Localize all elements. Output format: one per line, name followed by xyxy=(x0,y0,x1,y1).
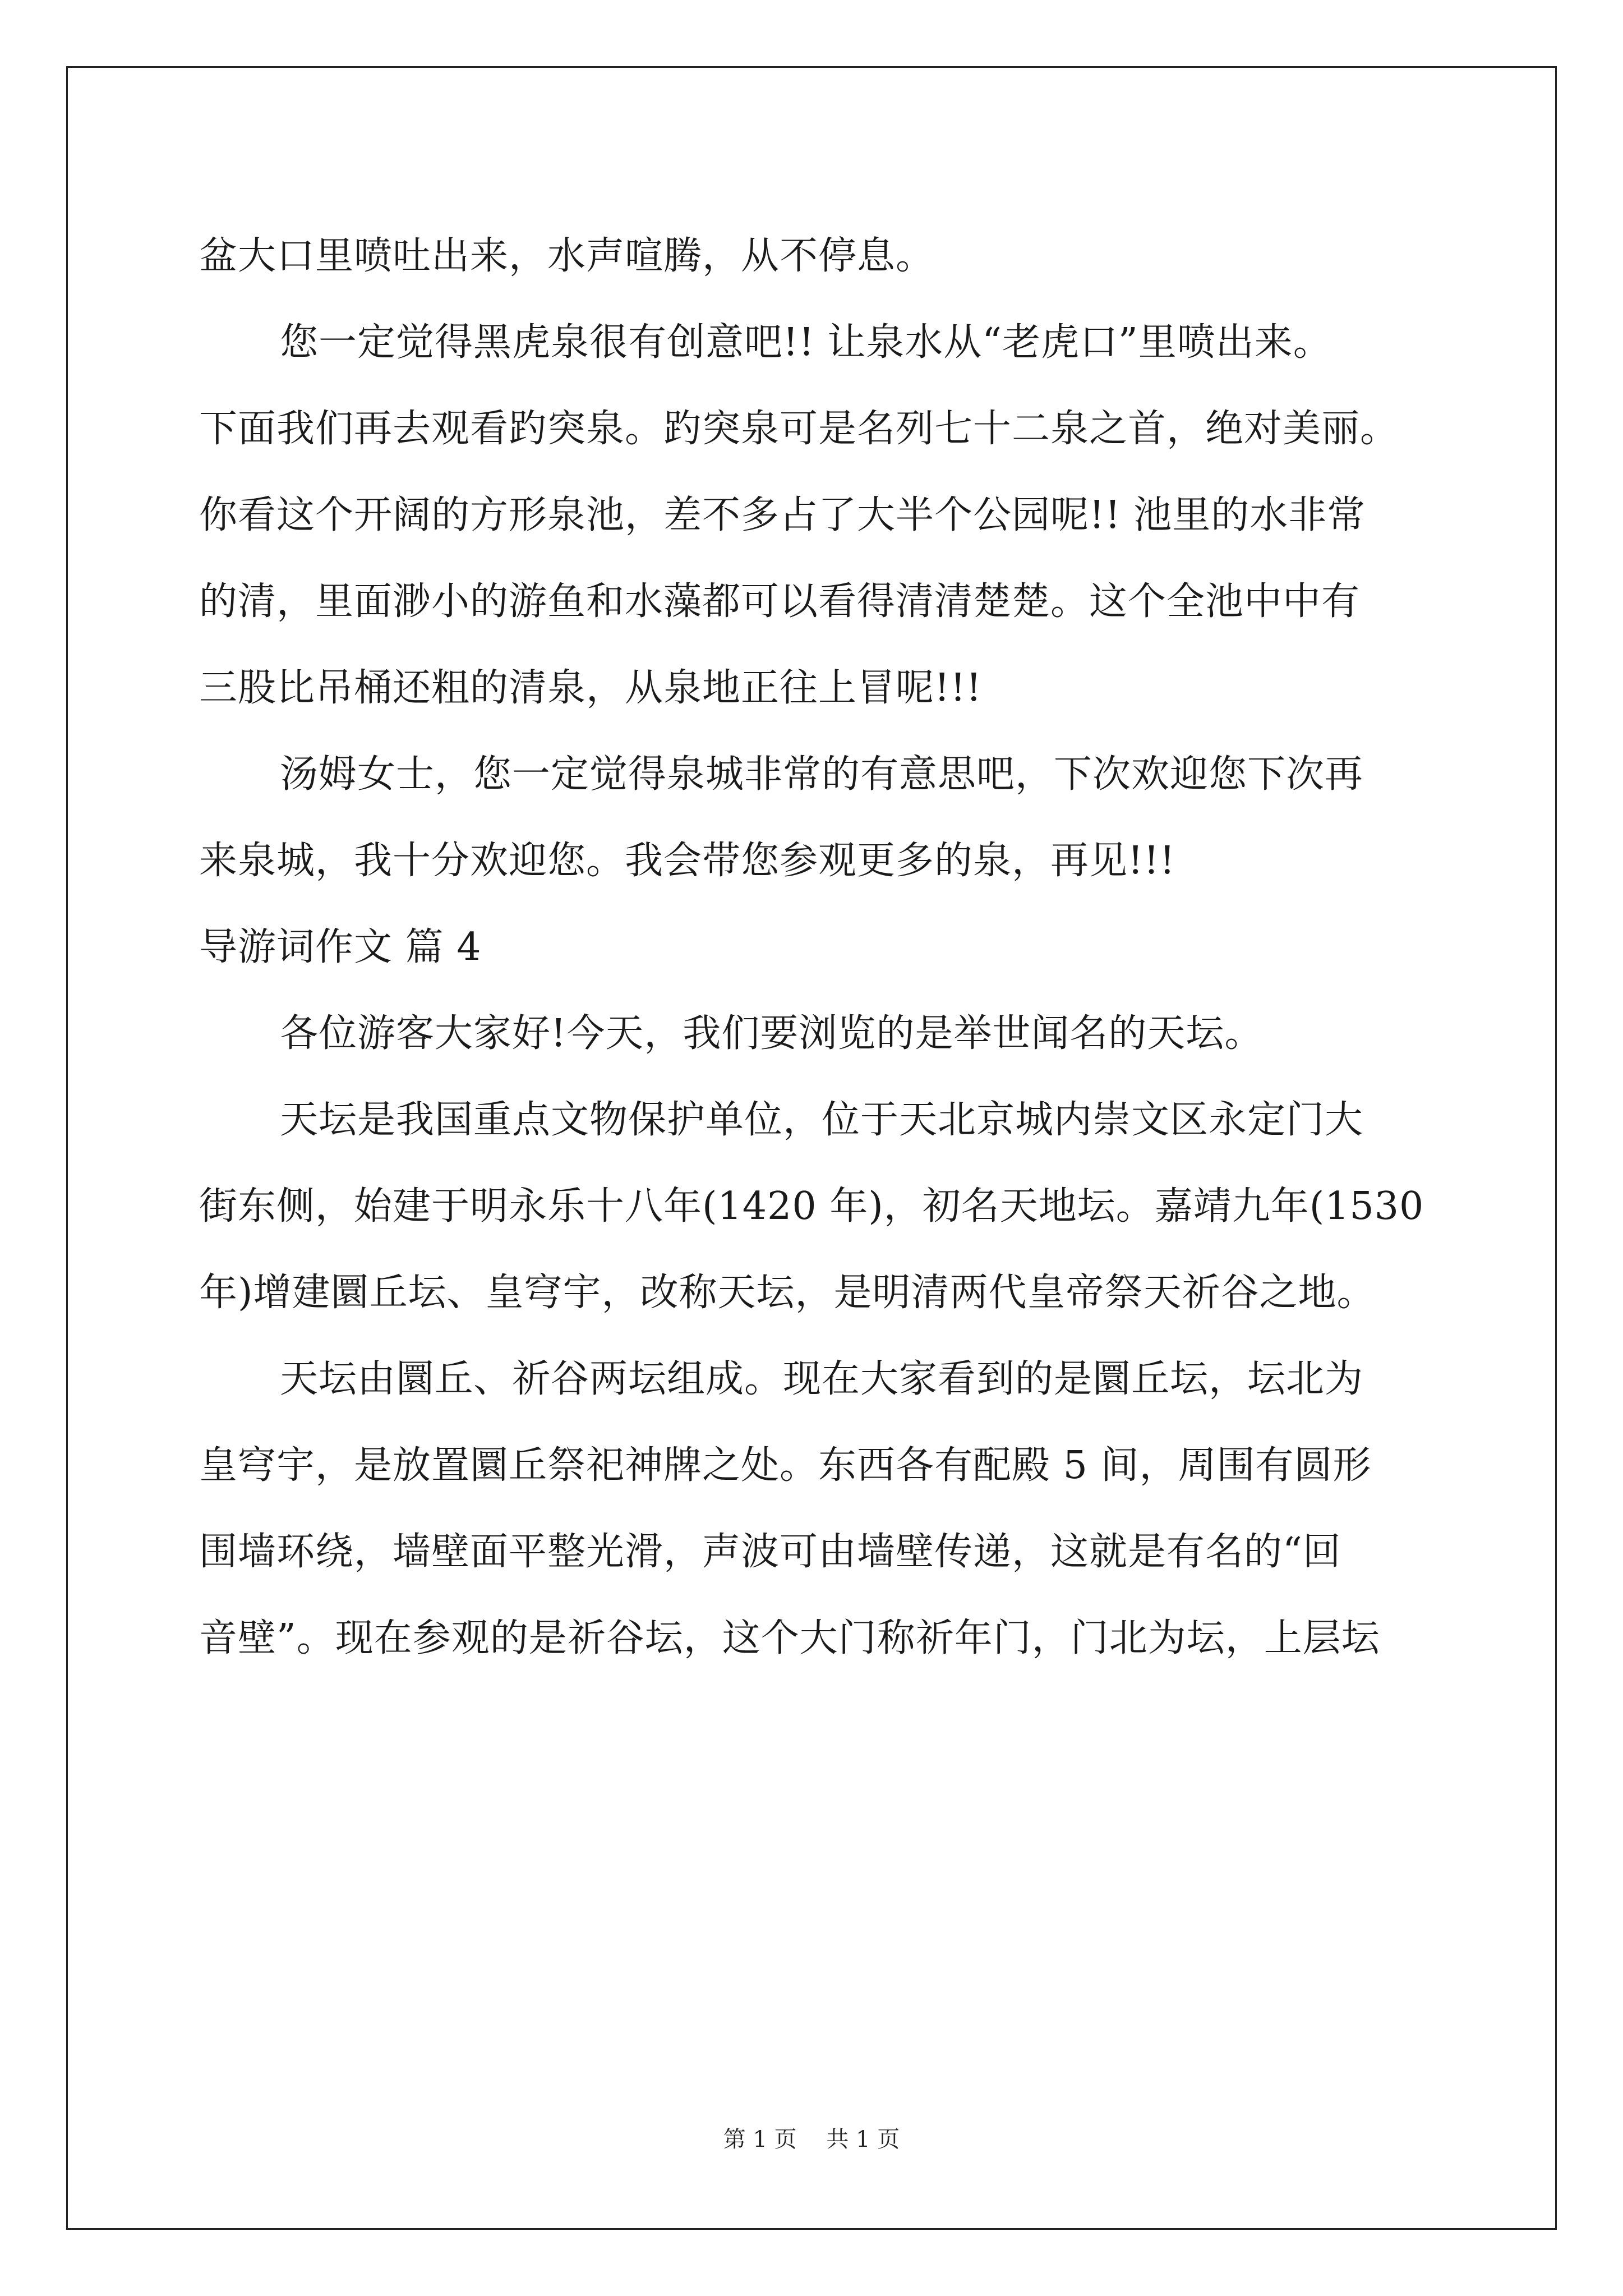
page-footer xyxy=(0,2122,1623,2154)
document-body xyxy=(199,213,1444,1682)
text-line: 街东侧，始建于明永乐十八年(1420 年)，初名天地坛。嘉靖九年(1530 xyxy=(199,1184,1424,1228)
text-line: 年)增建圜丘坛、皇穹宇，改称天坛，是明清两代皇帝祭天祈谷之地。 xyxy=(199,1271,1376,1315)
text-line: 音壁”。现在参观的是祈谷坛，这个大门称祈年门，门北为坛，上层坛 xyxy=(199,1616,1380,1660)
text-line: 盆大口里喷吐出来，水声喧腾，从不停息。 xyxy=(199,234,935,278)
section-heading: 导游词作文 篇 4 xyxy=(199,925,482,969)
text-line: 皇穹宇，是放置圜丘祭祀神牌之处。东西各有配殿 5 间，周围有圆形 xyxy=(199,1443,1372,1488)
page-total: 共 1 页 xyxy=(826,2127,900,2152)
text-line: 的清，里面渺小的游鱼和水藻都可以看得清清楚楚。这个全池中中有 xyxy=(199,579,1361,624)
text-line: 汤姆女士，您一定觉得泉城非常的有意思吧，下次欢迎您下次再 xyxy=(280,752,1364,797)
text-line: 天坛由圜丘、祈谷两坛组成。现在大家看到的是圜丘坛，坛北为 xyxy=(280,1357,1364,1401)
text-line: 三股比吊桶还粗的清泉，从泉地正往上冒呢!!! xyxy=(199,666,982,710)
text-line: 下面我们再去观看趵突泉。趵突泉可是名列七十二泉之首，绝对美丽。 xyxy=(199,407,1399,451)
text-line: 来泉城，我十分欢迎您。我会带您参观更多的泉，再见!!! xyxy=(199,839,1175,883)
text-line: 您一定觉得黑虎泉很有创意吧!! 让泉水从“老虎口”里喷出来。 xyxy=(280,320,1332,365)
text-line: 天坛是我国重点文物保护单位，位于天北京城内崇文区永定门大 xyxy=(280,1098,1364,1142)
text-line: 你看这个开阔的方形泉池，差不多占了大半个公园呢!! 池里的水非常 xyxy=(199,493,1366,537)
text-line: 围墙环绕，墙壁面平整光滑，声波可由墙壁传递，这就是有名的“回 xyxy=(199,1530,1341,1574)
page-number: 第 1 页 xyxy=(723,2127,797,2152)
text-line: 各位游客大家好!今天，我们要浏览的是举世闻名的天坛。 xyxy=(280,1011,1264,1056)
